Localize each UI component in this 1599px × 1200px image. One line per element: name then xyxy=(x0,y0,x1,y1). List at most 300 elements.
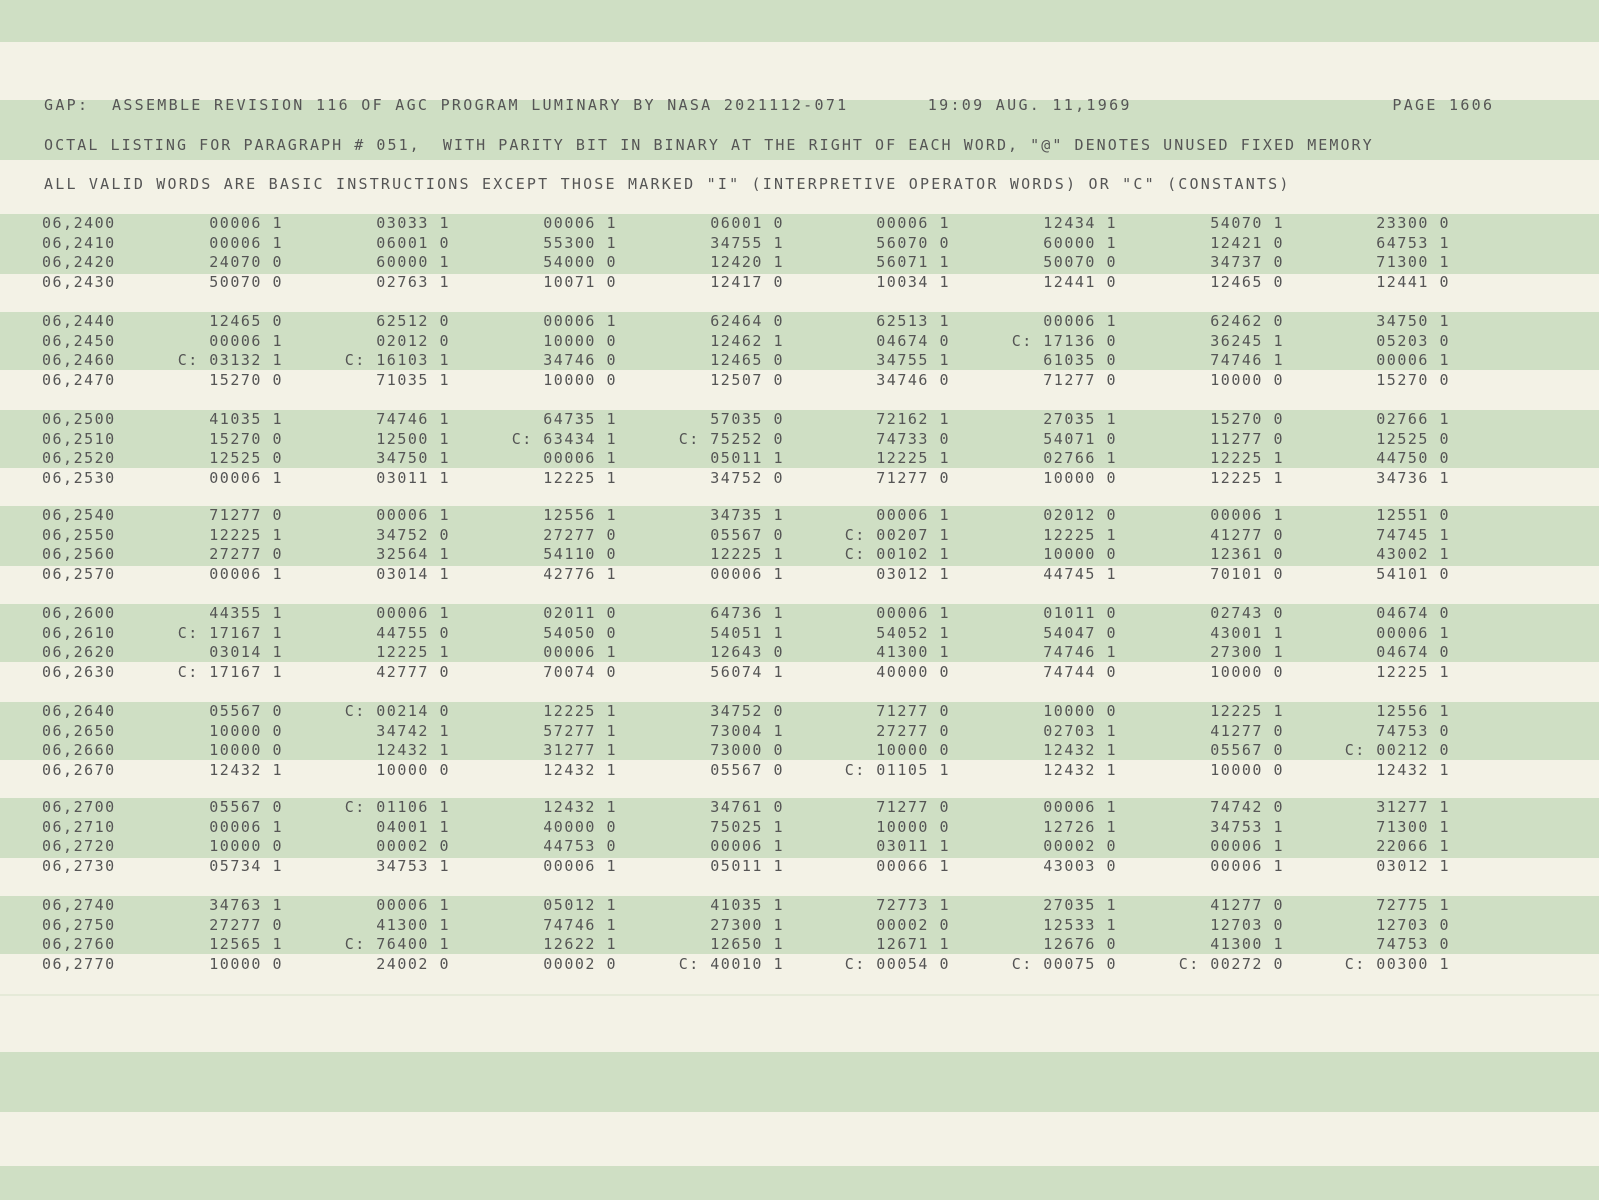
listing-row xyxy=(0,741,1599,761)
octal-word: 62513 1 xyxy=(876,312,950,330)
octal-word: 34750 1 xyxy=(376,449,450,468)
octal-word: 34737 0 xyxy=(1210,253,1284,272)
octal-word: 15270 0 xyxy=(1376,370,1450,389)
paper-band xyxy=(0,0,1599,42)
octal-word: 60000 1 xyxy=(1043,233,1117,252)
octal-word: 34735 1 xyxy=(710,506,784,524)
octal-word: 34752 0 xyxy=(710,468,784,487)
octal-word: 34752 0 xyxy=(376,525,450,544)
octal-word: 10000 0 xyxy=(1210,370,1284,389)
octal-word: 12225 1 xyxy=(376,643,450,662)
row-address: 06,2540 xyxy=(42,506,116,524)
octal-word: 04001 1 xyxy=(376,817,450,836)
octal-word: 00006 1 xyxy=(209,233,283,252)
octal-word: 74746 1 xyxy=(1210,351,1284,370)
octal-word: 71035 1 xyxy=(376,370,450,389)
octal-word: 27035 1 xyxy=(1043,410,1117,428)
octal-word: 31277 1 xyxy=(543,741,617,760)
octal-word: 56071 1 xyxy=(876,253,950,272)
octal-word: 12225 1 xyxy=(1210,449,1284,468)
octal-word: 12551 0 xyxy=(1376,506,1450,524)
octal-word: 12225 1 xyxy=(1043,525,1117,544)
row-address: 06,2620 xyxy=(42,643,116,662)
octal-word: C: 63434 1 xyxy=(511,429,617,448)
row-address: 06,2410 xyxy=(42,233,116,252)
octal-word: C: 17167 1 xyxy=(177,623,283,642)
octal-word: 05734 1 xyxy=(209,856,283,875)
octal-word: 74733 0 xyxy=(876,429,950,448)
octal-word: 71277 0 xyxy=(876,468,950,487)
listing-notes-line: ALL VALID WORDS ARE BASIC INSTRUCTIONS EXCEPT THOSE MARKED "I" (INTERPRETIVE OPERATOR WORDS) OR "C" (CONSTANTS) xyxy=(44,175,1291,193)
octal-word: 27035 1 xyxy=(1043,896,1117,914)
octal-word: 74746 1 xyxy=(376,410,450,428)
octal-word: 61035 0 xyxy=(1043,351,1117,370)
octal-word: 00006 1 xyxy=(1376,623,1450,642)
row-address: 06,2760 xyxy=(42,935,116,954)
octal-word: 04674 0 xyxy=(1376,643,1450,662)
paper-band xyxy=(0,1166,1599,1200)
listing-row xyxy=(0,430,1599,450)
row-address: 06,2560 xyxy=(42,545,116,564)
listing-row xyxy=(0,702,1599,722)
octal-word: 62464 0 xyxy=(710,312,784,330)
octal-word: 05203 0 xyxy=(1376,331,1450,350)
octal-word: 00006 1 xyxy=(376,506,450,524)
octal-word: 02703 1 xyxy=(1043,721,1117,740)
listing-row xyxy=(0,565,1599,585)
octal-word: 05012 1 xyxy=(543,896,617,914)
octal-word: 00006 1 xyxy=(1043,798,1117,816)
listing-row xyxy=(0,624,1599,644)
listing-row xyxy=(0,545,1599,565)
octal-word: 02766 1 xyxy=(1043,449,1117,468)
row-address: 06,2460 xyxy=(42,351,116,370)
octal-word: 34753 1 xyxy=(376,856,450,875)
listing-row xyxy=(0,449,1599,469)
octal-word: 60000 1 xyxy=(376,253,450,272)
octal-word: 03012 1 xyxy=(1376,856,1450,875)
octal-word: 12703 0 xyxy=(1210,915,1284,934)
octal-word: 44745 1 xyxy=(1043,564,1117,583)
octal-word: 71300 1 xyxy=(1376,253,1450,272)
row-address: 06,2520 xyxy=(42,449,116,468)
octal-word: 54052 1 xyxy=(876,623,950,642)
octal-word: 27300 1 xyxy=(1210,643,1284,662)
octal-word: 54051 1 xyxy=(710,623,784,642)
octal-word: C: 01105 1 xyxy=(844,760,950,779)
octal-word: 12225 1 xyxy=(876,449,950,468)
octal-word: 74753 0 xyxy=(1376,935,1450,954)
octal-word: 34746 0 xyxy=(543,351,617,370)
octal-word: 54000 0 xyxy=(543,253,617,272)
octal-word: 02763 1 xyxy=(376,272,450,291)
octal-word: 12507 0 xyxy=(710,370,784,389)
octal-word: C: 00207 1 xyxy=(844,525,950,544)
octal-word: 74745 1 xyxy=(1376,525,1450,544)
octal-word: 70101 0 xyxy=(1210,564,1284,583)
octal-word: 00006 1 xyxy=(1376,351,1450,370)
row-address: 06,2450 xyxy=(42,331,116,350)
row-address: 06,2420 xyxy=(42,253,116,272)
octal-word: 03014 1 xyxy=(376,564,450,583)
paper-band xyxy=(0,42,1599,100)
octal-word: 10000 0 xyxy=(209,741,283,760)
octal-word: 00006 1 xyxy=(710,837,784,856)
row-address: 06,2740 xyxy=(42,896,116,914)
octal-word: 64753 1 xyxy=(1376,233,1450,252)
octal-word: 00006 1 xyxy=(543,312,617,330)
octal-word: 00006 1 xyxy=(209,331,283,350)
octal-word: 00006 1 xyxy=(543,856,617,875)
octal-word: 34750 1 xyxy=(1376,312,1450,330)
octal-word: 70074 0 xyxy=(543,662,617,681)
paper-band xyxy=(0,1052,1599,1112)
octal-word: 04674 0 xyxy=(1376,604,1450,622)
octal-word: 06001 0 xyxy=(376,233,450,252)
octal-word: 27277 0 xyxy=(543,525,617,544)
listing-row xyxy=(0,935,1599,955)
octal-word: 43001 1 xyxy=(1210,623,1284,642)
octal-word: 57277 1 xyxy=(543,721,617,740)
octal-word: 02766 1 xyxy=(1376,410,1450,428)
octal-word: 41300 1 xyxy=(376,915,450,934)
octal-word: 50070 0 xyxy=(209,272,283,291)
octal-word: 00006 1 xyxy=(543,449,617,468)
octal-word: 54110 0 xyxy=(543,545,617,564)
octal-word: 12225 1 xyxy=(1210,702,1284,720)
octal-word: 74742 0 xyxy=(1210,798,1284,816)
octal-word: 03012 1 xyxy=(876,564,950,583)
octal-word: C: 17167 1 xyxy=(177,662,283,681)
octal-word: 54071 0 xyxy=(1043,429,1117,448)
octal-word: 05567 0 xyxy=(710,525,784,544)
octal-word: 12726 1 xyxy=(1043,817,1117,836)
octal-word: 72162 1 xyxy=(876,410,950,428)
octal-word: 12703 0 xyxy=(1376,915,1450,934)
listing-row xyxy=(0,351,1599,371)
octal-word: 71300 1 xyxy=(1376,817,1450,836)
octal-word: 12441 0 xyxy=(1043,272,1117,291)
octal-word: 41277 0 xyxy=(1210,721,1284,740)
octal-word: 12434 1 xyxy=(1043,214,1117,232)
octal-word: 12361 0 xyxy=(1210,545,1284,564)
octal-word: 06001 0 xyxy=(710,214,784,232)
octal-word: 74744 0 xyxy=(1043,662,1117,681)
row-address: 06,2750 xyxy=(42,915,116,934)
octal-word: 00006 1 xyxy=(876,604,950,622)
octal-word: C: 00214 0 xyxy=(344,702,450,720)
octal-word: 27300 1 xyxy=(710,915,784,934)
listing-row xyxy=(0,604,1599,624)
octal-word: C: 16103 1 xyxy=(344,351,450,370)
octal-word: 10000 0 xyxy=(876,741,950,760)
octal-word: C: 00102 1 xyxy=(844,545,950,564)
row-address: 06,2550 xyxy=(42,525,116,544)
octal-word: 12525 0 xyxy=(209,449,283,468)
listing-row xyxy=(0,837,1599,857)
octal-word: 23300 0 xyxy=(1376,214,1450,232)
row-address: 06,2510 xyxy=(42,429,116,448)
octal-word: 41300 1 xyxy=(1210,935,1284,954)
paper-band xyxy=(0,1112,1599,1166)
octal-word: 00066 1 xyxy=(876,856,950,875)
octal-word: 24070 0 xyxy=(209,253,283,272)
row-address: 06,2660 xyxy=(42,741,116,760)
listing-title-line: GAP: ASSEMBLE REVISION 116 OF AGC PROGRAM LUMINARY BY NASA 2021112-071 19:09 AUG. 11,1969 PAGE 1606 xyxy=(44,96,1495,114)
row-address: 06,2570 xyxy=(42,564,116,583)
listing-row xyxy=(0,916,1599,936)
octal-word: 12432 1 xyxy=(543,798,617,816)
octal-word: 55300 1 xyxy=(543,233,617,252)
octal-word: C: 00300 1 xyxy=(1344,954,1450,973)
octal-word: 12441 0 xyxy=(1376,272,1450,291)
octal-word: C: 00054 0 xyxy=(844,954,950,973)
octal-word: 00006 1 xyxy=(710,564,784,583)
listing-row xyxy=(0,818,1599,838)
octal-word: 10000 0 xyxy=(376,760,450,779)
listing-row xyxy=(0,410,1599,430)
listing-row xyxy=(0,371,1599,391)
octal-word: 27277 0 xyxy=(209,915,283,934)
row-address: 06,2610 xyxy=(42,623,116,642)
octal-word: 12432 1 xyxy=(209,760,283,779)
octal-word: 40000 0 xyxy=(876,662,950,681)
listing-row xyxy=(0,526,1599,546)
octal-word: 12465 0 xyxy=(209,312,283,330)
octal-word: 12225 1 xyxy=(543,702,617,720)
octal-word: 34761 0 xyxy=(710,798,784,816)
octal-word: 05567 0 xyxy=(710,760,784,779)
octal-word: 00002 0 xyxy=(876,915,950,934)
listing-row xyxy=(0,273,1599,293)
octal-word: 62462 0 xyxy=(1210,312,1284,330)
octal-word: 64735 1 xyxy=(543,410,617,428)
octal-word: 05567 0 xyxy=(1210,741,1284,760)
octal-word: 02011 0 xyxy=(543,604,617,622)
octal-word: C: 75252 0 xyxy=(678,429,784,448)
octal-word: 12420 1 xyxy=(710,253,784,272)
octal-word: 00006 1 xyxy=(209,468,283,487)
octal-word: 57035 0 xyxy=(710,410,784,428)
octal-word: 00006 1 xyxy=(1210,506,1284,524)
row-address: 06,2600 xyxy=(42,604,116,622)
octal-word: 34736 1 xyxy=(1376,468,1450,487)
octal-word: 12432 1 xyxy=(1043,760,1117,779)
octal-word: 12565 1 xyxy=(209,935,283,954)
octal-word: 54050 0 xyxy=(543,623,617,642)
row-address: 06,2730 xyxy=(42,856,116,875)
octal-word: 12525 0 xyxy=(1376,429,1450,448)
octal-word: 12432 1 xyxy=(543,760,617,779)
octal-word: 43002 1 xyxy=(1376,545,1450,564)
octal-word: 05567 0 xyxy=(209,798,283,816)
octal-word: C: 40010 1 xyxy=(678,954,784,973)
listing-row xyxy=(0,469,1599,489)
octal-word: 00002 0 xyxy=(1043,837,1117,856)
octal-word: 05011 1 xyxy=(710,856,784,875)
octal-word: 03011 1 xyxy=(876,837,950,856)
listing-row xyxy=(0,896,1599,916)
octal-word: 34755 1 xyxy=(710,233,784,252)
octal-word: 00006 1 xyxy=(1043,312,1117,330)
octal-word: 10000 0 xyxy=(543,331,617,350)
octal-word: 03011 1 xyxy=(376,468,450,487)
octal-word: 00006 1 xyxy=(376,896,450,914)
octal-word: 05567 0 xyxy=(209,702,283,720)
octal-word: 00006 1 xyxy=(1210,856,1284,875)
row-address: 06,2630 xyxy=(42,662,116,681)
listing-row xyxy=(0,857,1599,877)
octal-word: 73000 0 xyxy=(710,741,784,760)
octal-word: 44355 1 xyxy=(209,604,283,622)
octal-word: 71277 0 xyxy=(876,702,950,720)
octal-word: 12417 0 xyxy=(710,272,784,291)
octal-word: 44750 0 xyxy=(1376,449,1450,468)
octal-word: 41035 1 xyxy=(209,410,283,428)
octal-word: 10000 0 xyxy=(209,837,283,856)
row-address: 06,2430 xyxy=(42,272,116,291)
octal-word: 12671 1 xyxy=(876,935,950,954)
octal-word: 10000 0 xyxy=(1043,545,1117,564)
octal-word: 22066 1 xyxy=(1376,837,1450,856)
octal-word: 75025 1 xyxy=(710,817,784,836)
octal-word: C: 76400 1 xyxy=(344,935,450,954)
octal-word: 72775 1 xyxy=(1376,896,1450,914)
octal-word: 24002 0 xyxy=(376,954,450,973)
octal-word: 12225 1 xyxy=(710,545,784,564)
octal-word: 12650 1 xyxy=(710,935,784,954)
listing-row xyxy=(0,312,1599,332)
octal-word: 12556 1 xyxy=(1376,702,1450,720)
octal-word: 10071 0 xyxy=(543,272,617,291)
octal-word: 00002 0 xyxy=(376,837,450,856)
octal-word: 41035 1 xyxy=(710,896,784,914)
octal-word: 00002 0 xyxy=(543,954,617,973)
octal-word: 12225 1 xyxy=(543,468,617,487)
octal-word: 03014 1 xyxy=(209,643,283,662)
octal-word: 31277 1 xyxy=(1376,798,1450,816)
octal-word: C: 01106 1 xyxy=(344,798,450,816)
octal-word: 40000 0 xyxy=(543,817,617,836)
row-address: 06,2670 xyxy=(42,760,116,779)
octal-word: 15270 0 xyxy=(209,370,283,389)
octal-word: 12643 0 xyxy=(710,643,784,662)
octal-word: 15270 0 xyxy=(1210,410,1284,428)
octal-word: 03033 1 xyxy=(376,214,450,232)
octal-word: 42777 0 xyxy=(376,662,450,681)
octal-word: 44753 0 xyxy=(543,837,617,856)
listing-row xyxy=(0,234,1599,254)
row-address: 06,2710 xyxy=(42,817,116,836)
octal-word: C: 00272 0 xyxy=(1178,954,1284,973)
octal-word: 00006 1 xyxy=(876,214,950,232)
octal-word: 10000 0 xyxy=(1210,662,1284,681)
octal-word: 74746 1 xyxy=(1043,643,1117,662)
row-address: 06,2440 xyxy=(42,312,116,330)
listing-row xyxy=(0,253,1599,273)
octal-word: 10000 0 xyxy=(209,954,283,973)
listing-row xyxy=(0,722,1599,742)
octal-word: 00006 1 xyxy=(543,214,617,232)
listing-row xyxy=(0,955,1599,975)
octal-word: 10000 0 xyxy=(543,370,617,389)
octal-word: 01011 0 xyxy=(1043,604,1117,622)
octal-word: 12462 1 xyxy=(710,331,784,350)
octal-word: 27277 0 xyxy=(209,545,283,564)
listing-row xyxy=(0,663,1599,683)
octal-word: 12432 1 xyxy=(1043,741,1117,760)
octal-word: 71277 0 xyxy=(209,506,283,524)
octal-word: 72773 1 xyxy=(876,896,950,914)
octal-word: 00006 1 xyxy=(209,214,283,232)
row-address: 06,2650 xyxy=(42,721,116,740)
octal-word: 10000 0 xyxy=(1210,760,1284,779)
row-address: 06,2500 xyxy=(42,410,116,428)
listing-legend-line: OCTAL LISTING FOR PARAGRAPH # 051, WITH PARITY BIT IN BINARY AT THE RIGHT OF EACH WORD, "@" DENOTES UNUSED FIXED MEMORY xyxy=(44,136,1374,154)
octal-word: 04674 0 xyxy=(876,331,950,350)
octal-word: 00006 1 xyxy=(209,817,283,836)
octal-word: 36245 1 xyxy=(1210,331,1284,350)
listing-row xyxy=(0,798,1599,818)
row-address: 06,2640 xyxy=(42,702,116,720)
octal-word: 00006 1 xyxy=(543,643,617,662)
row-address: 06,2530 xyxy=(42,468,116,487)
octal-word: 54047 0 xyxy=(1043,623,1117,642)
octal-word: 12225 1 xyxy=(209,525,283,544)
octal-word: 74746 1 xyxy=(543,915,617,934)
octal-word: 34755 1 xyxy=(876,351,950,370)
octal-word: 32564 1 xyxy=(376,545,450,564)
octal-word: 12556 1 xyxy=(543,506,617,524)
octal-word: 12676 0 xyxy=(1043,935,1117,954)
paper-band xyxy=(0,996,1599,1052)
octal-word: 10000 0 xyxy=(1043,468,1117,487)
octal-word: 12421 0 xyxy=(1210,233,1284,252)
octal-word: 41300 1 xyxy=(876,643,950,662)
octal-word: 54070 1 xyxy=(1210,214,1284,232)
octal-word: 56074 1 xyxy=(710,662,784,681)
octal-word: 12500 1 xyxy=(376,429,450,448)
octal-word: 00006 1 xyxy=(1210,837,1284,856)
octal-word: 44755 0 xyxy=(376,623,450,642)
octal-word: C: 17136 0 xyxy=(1011,331,1117,350)
octal-word: 27277 0 xyxy=(876,721,950,740)
octal-word: 12465 0 xyxy=(1210,272,1284,291)
octal-word: 41277 0 xyxy=(1210,896,1284,914)
octal-word: 12622 1 xyxy=(543,935,617,954)
listing-row xyxy=(0,506,1599,526)
listing-row xyxy=(0,332,1599,352)
octal-word: 12533 1 xyxy=(1043,915,1117,934)
octal-word: 34753 1 xyxy=(1210,817,1284,836)
octal-word: 00006 1 xyxy=(876,506,950,524)
octal-word: 71277 0 xyxy=(1043,370,1117,389)
octal-word: 43003 0 xyxy=(1043,856,1117,875)
octal-word: 12465 0 xyxy=(710,351,784,370)
octal-word: 34742 1 xyxy=(376,721,450,740)
octal-word: 34752 0 xyxy=(710,702,784,720)
octal-word: C: 00212 0 xyxy=(1344,741,1450,760)
octal-word: 50070 0 xyxy=(1043,253,1117,272)
octal-word: 10000 0 xyxy=(1043,702,1117,720)
octal-word: 10000 0 xyxy=(876,817,950,836)
octal-word: C: 03132 1 xyxy=(177,351,283,370)
octal-word: 12225 1 xyxy=(1210,468,1284,487)
listing-row xyxy=(0,761,1599,781)
octal-word: 15270 0 xyxy=(209,429,283,448)
octal-word: 02012 0 xyxy=(376,331,450,350)
octal-word: 56070 0 xyxy=(876,233,950,252)
